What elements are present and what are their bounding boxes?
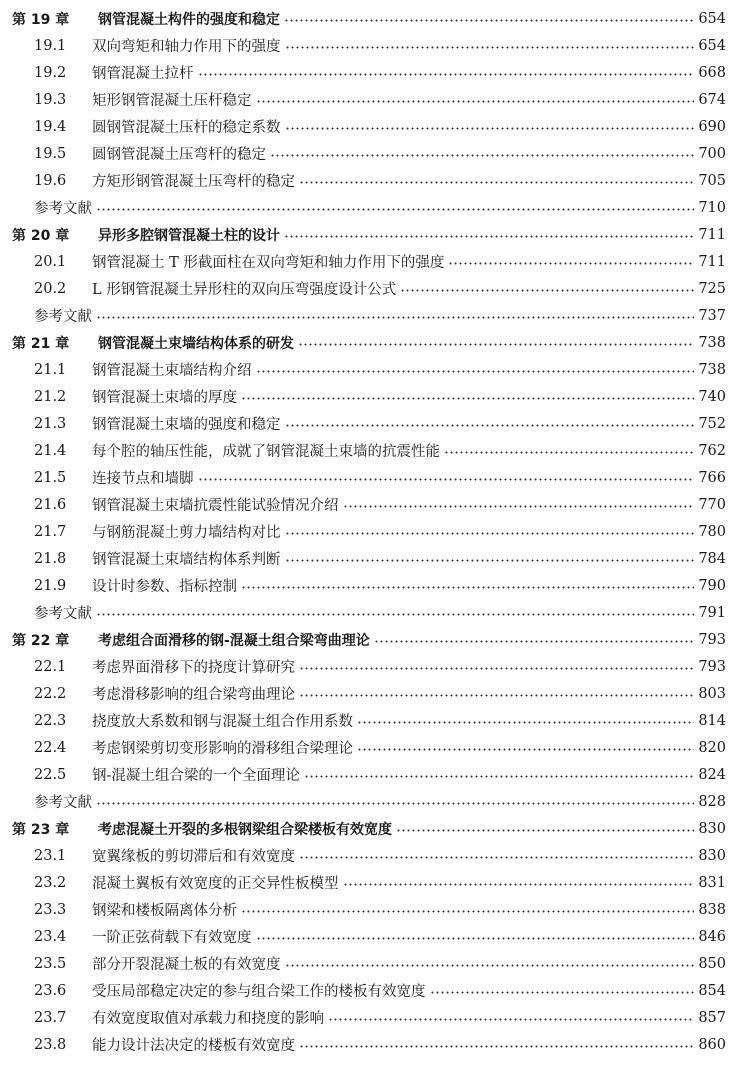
table-of-contents bbox=[0, 5, 750, 1058]
section-number: 23.1 bbox=[34, 847, 67, 864]
section-title: 挠度放大系数和钢与混凝土组合作用系数 bbox=[92, 714, 353, 730]
page-number: 740 bbox=[698, 388, 726, 405]
section-title: 与钢筋混凝土剪力墙结构对比 bbox=[92, 525, 281, 541]
toc-chapter-entry bbox=[0, 221, 750, 248]
section-number: 21.7 bbox=[34, 523, 67, 540]
section-number: 23.3 bbox=[34, 901, 67, 918]
section-number: 23.4 bbox=[34, 928, 67, 945]
section-number: 21.5 bbox=[34, 469, 67, 486]
page-number: 846 bbox=[698, 928, 726, 945]
section-title: 钢管混凝土 T 形截面柱在双向弯矩和轴力作用下的强度 bbox=[92, 255, 445, 271]
dot-leader bbox=[256, 937, 695, 940]
toc-chapter-entry bbox=[0, 329, 750, 356]
section-title: 考虑钢梁剪切变形影响的滑移组合梁理论 bbox=[92, 741, 353, 757]
toc-references-entry bbox=[0, 194, 750, 221]
section-title: 受压局部稳定决定的参与组合梁工作的楼板有效宽度 bbox=[92, 984, 426, 1000]
dot-leader bbox=[256, 100, 695, 103]
toc-section-entry bbox=[0, 707, 750, 734]
toc-section-entry bbox=[0, 734, 750, 761]
chapter-title: 考虑混凝土开裂的多根钢梁组合梁楼板有效宽度 bbox=[98, 821, 392, 838]
toc-section-entry bbox=[0, 410, 750, 437]
section-title: 设计时参数、指标控制 bbox=[92, 579, 237, 595]
dot-leader bbox=[396, 829, 694, 832]
page-number: 762 bbox=[698, 442, 726, 459]
section-number: 19.4 bbox=[34, 118, 67, 135]
page-number: 793 bbox=[698, 631, 726, 648]
dot-leader bbox=[298, 343, 694, 346]
page-number: 803 bbox=[698, 685, 726, 702]
toc-references-entry bbox=[0, 302, 750, 329]
page-number: 725 bbox=[698, 280, 726, 297]
dot-leader bbox=[299, 181, 694, 184]
section-title: 钢管混凝土束墙抗震性能试验情况介绍 bbox=[92, 498, 339, 514]
dot-leader bbox=[343, 505, 695, 508]
dot-leader bbox=[270, 154, 694, 157]
section-title: 有效宽度取值对承载力和挠度的影响 bbox=[92, 1011, 324, 1027]
section-title: 混凝土翼板有效宽度的正交异性板模型 bbox=[92, 876, 339, 892]
section-number: 21.1 bbox=[34, 361, 67, 378]
toc-section-entry bbox=[0, 923, 750, 950]
dot-leader bbox=[198, 478, 695, 481]
section-title: 宽翼缘板的剪切滞后和有效宽度 bbox=[92, 849, 295, 865]
page-number: 830 bbox=[698, 820, 726, 837]
section-title: 钢管混凝土束墙结构介绍 bbox=[92, 363, 252, 379]
section-title: 每个腔的轴压性能，成就了钢管混凝土束墙的抗震性能 bbox=[92, 444, 440, 460]
section-number: 21.3 bbox=[34, 415, 67, 432]
section-title: 双向弯矩和轴力作用下的强度 bbox=[92, 39, 281, 55]
toc-section-entry bbox=[0, 1031, 750, 1058]
page-number: 738 bbox=[698, 361, 726, 378]
section-number: 22.2 bbox=[34, 685, 67, 702]
section-title: 连接节点和墙脚 bbox=[92, 471, 194, 487]
dot-leader bbox=[430, 991, 695, 994]
toc-references-entry bbox=[0, 788, 750, 815]
dot-leader bbox=[284, 235, 694, 238]
dot-leader bbox=[241, 910, 694, 913]
section-title: L 形钢管混凝土异形柱的双向压弯强度设计公式 bbox=[92, 282, 397, 298]
section-number: 22.3 bbox=[34, 712, 67, 729]
page-number: 854 bbox=[698, 982, 726, 999]
dot-leader bbox=[374, 640, 694, 643]
chapter-number: 第 19 章 bbox=[12, 11, 70, 28]
page-number: 705 bbox=[698, 172, 726, 189]
page-number: 860 bbox=[698, 1036, 726, 1053]
dot-leader bbox=[299, 1045, 694, 1048]
section-number: 23.5 bbox=[34, 955, 67, 972]
toc-section-entry bbox=[0, 86, 750, 113]
dot-leader bbox=[285, 46, 695, 49]
page-number: 791 bbox=[698, 604, 726, 621]
section-number: 23.6 bbox=[34, 982, 67, 999]
section-title: 部分开裂混凝土板的有效宽度 bbox=[92, 957, 281, 973]
toc-section-entry bbox=[0, 32, 750, 59]
toc-section-entry bbox=[0, 572, 750, 599]
page-number: 824 bbox=[698, 766, 726, 783]
dot-leader bbox=[256, 370, 695, 373]
page-number: 690 bbox=[698, 118, 726, 135]
section-title: 钢管混凝土束墙结构体系判断 bbox=[92, 552, 281, 568]
dot-leader bbox=[285, 532, 695, 535]
page-number: 752 bbox=[698, 415, 726, 432]
page-number: 700 bbox=[698, 145, 726, 162]
section-number: 23.2 bbox=[34, 874, 67, 891]
dot-leader bbox=[241, 397, 694, 400]
toc-section-entry bbox=[0, 464, 750, 491]
toc-section-entry bbox=[0, 167, 750, 194]
toc-section-entry bbox=[0, 491, 750, 518]
page-number: 737 bbox=[698, 307, 726, 324]
toc-chapter-entry bbox=[0, 5, 750, 32]
toc-section-entry bbox=[0, 59, 750, 86]
page-number: 770 bbox=[698, 496, 726, 513]
section-number: 21.4 bbox=[34, 442, 67, 459]
dot-leader bbox=[299, 667, 694, 670]
dot-leader bbox=[448, 262, 694, 265]
section-title: 方矩形钢管混凝土压弯杆的稳定 bbox=[92, 174, 295, 190]
toc-section-entry bbox=[0, 1004, 750, 1031]
dot-leader bbox=[96, 613, 694, 616]
dot-leader bbox=[284, 19, 694, 22]
section-number: 20.1 bbox=[34, 253, 67, 270]
dot-leader bbox=[96, 316, 694, 319]
chapter-title: 考虑组合面滑移的钢-混凝土组合梁弯曲理论 bbox=[98, 632, 370, 649]
page-number: 790 bbox=[698, 577, 726, 594]
chapter-number: 第 22 章 bbox=[12, 632, 70, 649]
page-number: 711 bbox=[698, 226, 726, 243]
dot-leader bbox=[241, 586, 694, 589]
page-number: 654 bbox=[698, 37, 726, 54]
dot-leader bbox=[304, 775, 694, 778]
dot-leader bbox=[400, 289, 694, 292]
references-label: 参考文献 bbox=[34, 606, 92, 622]
page-number: 831 bbox=[698, 874, 726, 891]
toc-section-entry bbox=[0, 869, 750, 896]
page-number: 784 bbox=[698, 550, 726, 567]
toc-section-entry bbox=[0, 437, 750, 464]
dot-leader bbox=[444, 451, 694, 454]
page-number: 711 bbox=[698, 253, 726, 270]
dot-leader bbox=[299, 694, 694, 697]
section-number: 23.8 bbox=[34, 1036, 67, 1053]
chapter-title: 钢管混凝土构件的强度和稳定 bbox=[98, 11, 280, 28]
page-number: 766 bbox=[698, 469, 726, 486]
section-title: 钢管混凝土束墙的厚度 bbox=[92, 390, 237, 406]
toc-section-entry bbox=[0, 248, 750, 275]
page-number: 857 bbox=[698, 1009, 726, 1026]
section-number: 22.5 bbox=[34, 766, 67, 783]
page-number: 828 bbox=[698, 793, 726, 810]
toc-section-entry bbox=[0, 653, 750, 680]
page-number: 780 bbox=[698, 523, 726, 540]
page-number: 674 bbox=[698, 91, 726, 108]
references-label: 参考文献 bbox=[34, 795, 92, 811]
references-label: 参考文献 bbox=[34, 309, 92, 325]
toc-section-entry bbox=[0, 383, 750, 410]
dot-leader bbox=[299, 856, 694, 859]
dot-leader bbox=[357, 721, 694, 724]
toc-references-entry bbox=[0, 599, 750, 626]
toc-section-entry bbox=[0, 977, 750, 1004]
dot-leader bbox=[198, 73, 695, 76]
section-number: 19.1 bbox=[34, 37, 67, 54]
page-number: 850 bbox=[698, 955, 726, 972]
toc-section-entry bbox=[0, 896, 750, 923]
section-title: 钢管混凝土束墙的强度和稳定 bbox=[92, 417, 281, 433]
page-number: 820 bbox=[698, 739, 726, 756]
references-label: 参考文献 bbox=[34, 201, 92, 217]
dot-leader bbox=[343, 883, 695, 886]
section-title: 矩形钢管混凝土压杆稳定 bbox=[92, 93, 252, 109]
section-number: 22.1 bbox=[34, 658, 67, 675]
section-title: 钢梁和楼板隔离体分析 bbox=[92, 903, 237, 919]
section-number: 19.5 bbox=[34, 145, 67, 162]
dot-leader bbox=[357, 748, 694, 751]
page-number: 654 bbox=[698, 10, 726, 27]
page-number: 838 bbox=[698, 901, 726, 918]
section-number: 21.8 bbox=[34, 550, 67, 567]
dot-leader bbox=[285, 424, 695, 427]
toc-chapter-entry bbox=[0, 815, 750, 842]
chapter-number: 第 21 章 bbox=[12, 335, 70, 352]
section-number: 19.6 bbox=[34, 172, 67, 189]
dot-leader bbox=[96, 208, 694, 211]
dot-leader bbox=[328, 1018, 694, 1021]
section-number: 22.4 bbox=[34, 739, 67, 756]
chapter-title: 钢管混凝土束墙结构体系的研发 bbox=[98, 335, 294, 352]
dot-leader bbox=[285, 127, 695, 130]
dot-leader bbox=[96, 802, 694, 805]
chapter-number: 第 23 章 bbox=[12, 821, 70, 838]
page-number: 668 bbox=[698, 64, 726, 81]
section-title: 钢管混凝土拉杆 bbox=[92, 66, 194, 82]
section-title: 钢-混凝土组合梁的一个全面理论 bbox=[92, 768, 300, 784]
chapter-title: 异形多腔钢管混凝土柱的设计 bbox=[98, 227, 280, 244]
section-number: 21.2 bbox=[34, 388, 67, 405]
section-title: 考虑界面滑移下的挠度计算研究 bbox=[92, 660, 295, 676]
page-number: 830 bbox=[698, 847, 726, 864]
section-number: 23.7 bbox=[34, 1009, 67, 1026]
page-number: 738 bbox=[698, 334, 726, 351]
toc-section-entry bbox=[0, 275, 750, 302]
dot-leader bbox=[285, 559, 695, 562]
section-number: 19.3 bbox=[34, 91, 67, 108]
toc-section-entry bbox=[0, 680, 750, 707]
section-number: 21.9 bbox=[34, 577, 67, 594]
section-number: 21.6 bbox=[34, 496, 67, 513]
toc-section-entry bbox=[0, 113, 750, 140]
page-number: 710 bbox=[698, 199, 726, 216]
toc-section-entry bbox=[0, 356, 750, 383]
toc-section-entry bbox=[0, 545, 750, 572]
page-number: 793 bbox=[698, 658, 726, 675]
section-title: 圆钢管混凝土压弯杆的稳定 bbox=[92, 147, 266, 163]
section-number: 19.2 bbox=[34, 64, 67, 81]
toc-chapter-entry bbox=[0, 626, 750, 653]
page-number: 814 bbox=[698, 712, 726, 729]
toc-section-entry bbox=[0, 518, 750, 545]
toc-section-entry bbox=[0, 950, 750, 977]
section-title: 一阶正弦荷载下有效宽度 bbox=[92, 930, 252, 946]
section-title: 圆钢管混凝土压杆的稳定系数 bbox=[92, 120, 281, 136]
section-number: 20.2 bbox=[34, 280, 67, 297]
section-title: 能力设计法决定的楼板有效宽度 bbox=[92, 1038, 295, 1054]
toc-section-entry bbox=[0, 140, 750, 167]
dot-leader bbox=[285, 964, 695, 967]
toc-section-entry bbox=[0, 761, 750, 788]
section-title: 考虑滑移影响的组合梁弯曲理论 bbox=[92, 687, 295, 703]
toc-section-entry bbox=[0, 842, 750, 869]
chapter-number: 第 20 章 bbox=[12, 227, 70, 244]
